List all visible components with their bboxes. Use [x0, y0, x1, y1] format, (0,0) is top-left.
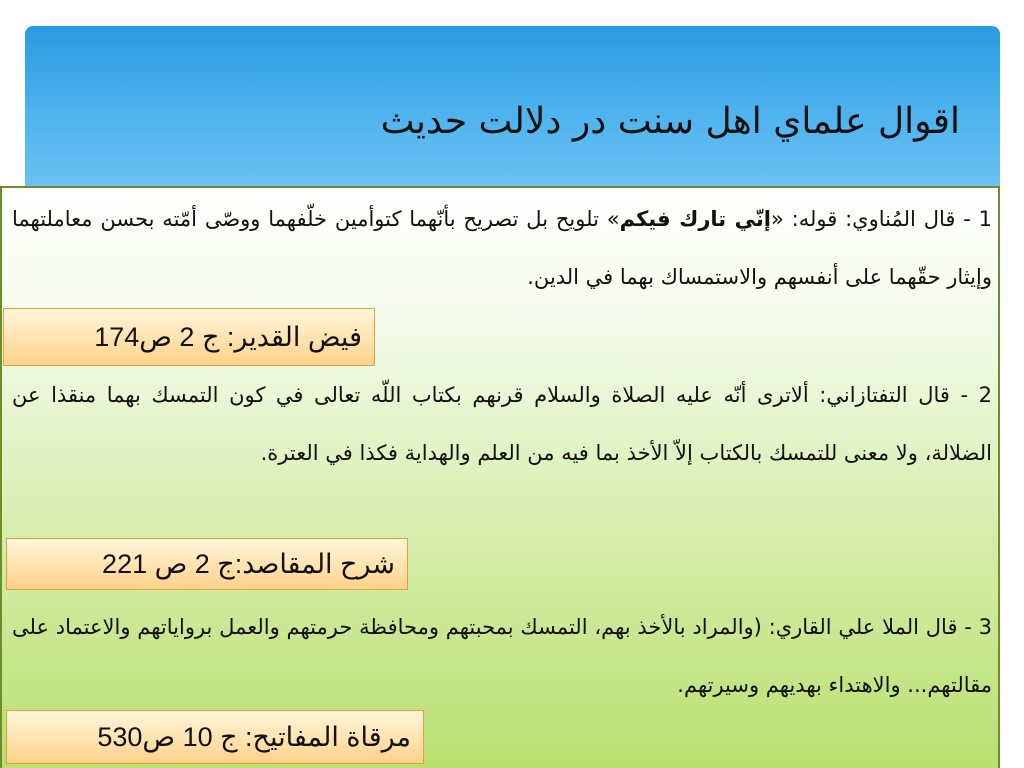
reference-3: مرقاة المفاتيح: ج 10 ص530	[6, 710, 424, 764]
quote-1-prefix: 1 - قال المُناوي: قوله: «	[770, 207, 993, 231]
quote-3: 3 - قال الملا علي القاري: (والمراد بالأخذ بهم، التمسك بمحبتهم ومحافظة حرمتهم والعمل برواياتهم والاعتماد على مقالتهم... والاهتداء بهديهم وسيرتهم.	[12, 615, 992, 697]
quote-1-suffix: » تلويح بل تصريح بأنّهما كتوأمين خلّفهما ووصّى أمّته بحسن معاملتهما وإيثار حقّهما على أنفسهم والاستمساك بهما في الدين.	[12, 207, 992, 289]
quote-2: 2 - قال التفتازاني: ألاترى أنّه عليه الصلاة والسلام قرنهم بكتاب اللّه تعالى في كون التمسك بهما منقذا عن الضلالة، ولا معنى للتمسك بالكتاب إلاّ الأخذ بما فيه من العلم والهداية فكذا في العترة.	[12, 383, 992, 465]
content-panel	[0, 186, 1000, 768]
slide-title: اقوال علماي اهل سنت در دلالت حديث	[380, 101, 960, 142]
quote-1	[12, 190, 992, 306]
quote-1-bold: إنّي تارك فيكم	[619, 207, 771, 231]
reference-2: شرح المقاصد:ج 2 ص 221	[6, 538, 408, 590]
reference-1: فيض القدير: ج 2 ص174	[3, 308, 375, 366]
